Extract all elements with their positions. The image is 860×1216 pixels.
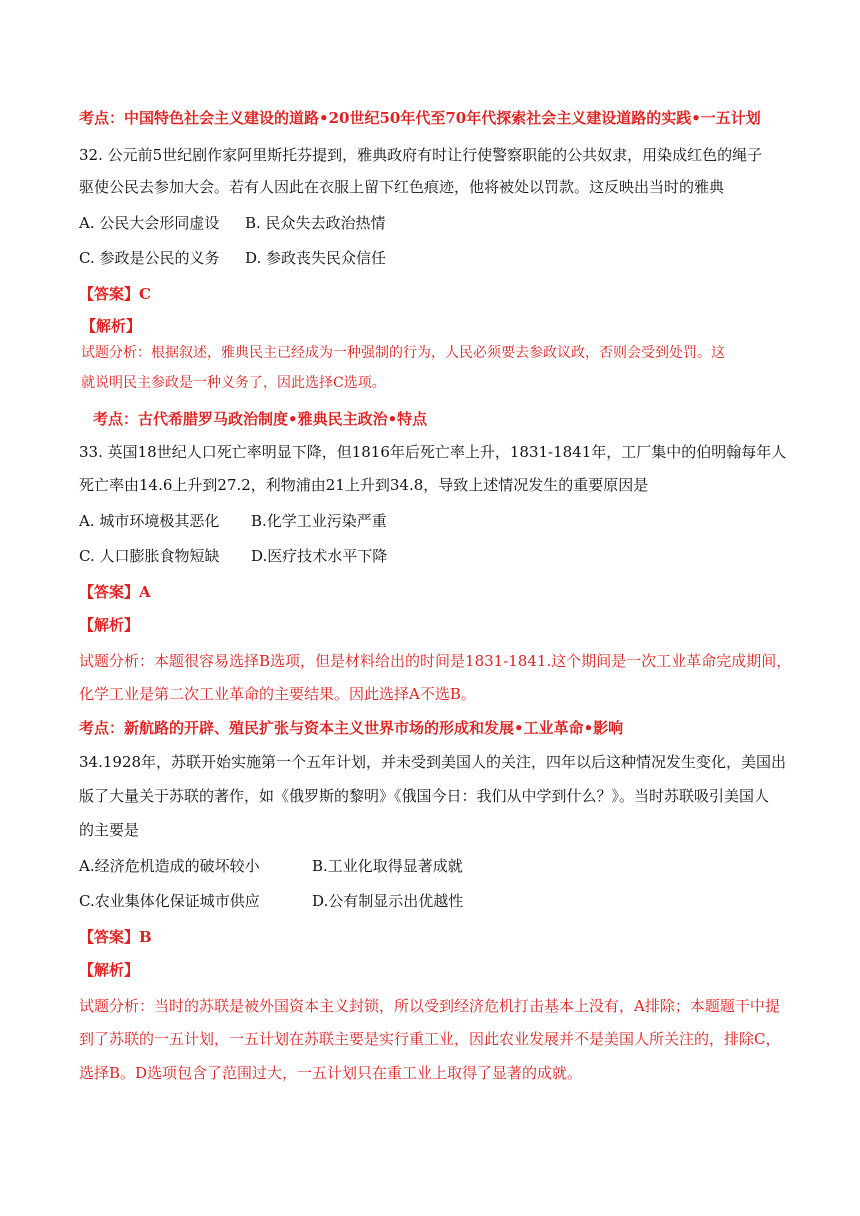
q32-option-b: B. 民众失去政治热情	[245, 214, 386, 232]
q32-option-a: A. 公民大会形同虚设	[79, 214, 220, 232]
q32-option-d: D. 参政丧失民众信任	[245, 249, 387, 267]
q34-analysis-line-1: 试题分析：当时的苏联是被外国资本主义封锁，所以受到经济危机打击基本上没有，A排除；本题题干中提	[79, 997, 780, 1015]
q34-jiexi-heading: 【解析】	[79, 961, 140, 979]
q34-option-a: A.经济危机造成的破坏较小	[79, 857, 260, 875]
q32-option-c: C. 参政是公民的义务	[79, 249, 220, 267]
q32-stem-line-1: 32. 公元前5世纪剧作家阿里斯托芬提到，雅典政府有时让行使警察职能的公共奴隶，用染成红色的绳子	[79, 146, 763, 164]
q33-option-c: C. 人口膨胀食物短缺	[79, 547, 220, 565]
q34-option-b: B.工业化取得显著成就	[312, 857, 463, 875]
q34-option-d: D.公有制显示出优越性	[312, 892, 464, 910]
q32-kaodian: 考点：古代希腊罗马政治制度•雅典民主政治•特点	[93, 410, 428, 428]
q33-jiexi-heading: 【解析】	[79, 616, 140, 634]
q32-stem-line-2: 驱使公民去参加大会。若有人因此在衣服上留下红色痕迹，他将被处以罚款。这反映出当时的雅典	[79, 178, 725, 196]
q34-analysis-line-3: 选择B。D选项包含了范围过大，一五计划只在重工业上取得了显著的成就。	[79, 1064, 583, 1082]
q33-option-b: B.化学工业污染严重	[251, 512, 387, 530]
kaodian-q31: 考点：中国特色社会主义建设的道路•20世纪50年代至70年代探索社会主义建设道路的实践•一五计划	[79, 109, 761, 127]
q32-jiexi-heading: 【解析】	[81, 317, 142, 335]
q33-stem-line-1: 33. 英国18世纪人口死亡率明显下降，但1816年后死亡率上升，1831-1841年，工厂集中的伯明翰每年人	[79, 443, 787, 461]
q34-stem-line-1: 34.1928年，苏联开始实施第一个五年计划，并未受到美国人的关注，四年以后这种情况发生变化，美国出	[79, 753, 787, 771]
q33-stem-line-2: 死亡率由14.6上升到27.2，利物浦由21上升到34.8，导致上述情况发生的重要原因是	[79, 476, 649, 494]
q34-stem-line-3: 的主要是	[79, 821, 140, 839]
q34-analysis-line-2: 到了苏联的一五计划，一五计划在苏联主要是实行重工业，因此农业发展并不是美国人所关注的，排除C，	[79, 1030, 781, 1048]
q33-analysis-line-1: 试题分析：本题很容易选择B选项，但是材料给出的时间是1831-1841.这个期间是一次工业革命完成期间，	[79, 652, 792, 670]
q33-kaodian: 考点：新航路的开辟、殖民扩张与资本主义世界市场的形成和发展•工业革命•影响	[79, 719, 624, 737]
q34-option-c: C.农业集体化保证城市供应	[79, 892, 260, 910]
q33-analysis-line-2: 化学工业是第二次工业革命的主要结果。因此选择A不选B。	[79, 685, 476, 703]
q33-option-a: A. 城市环境极其恶化	[79, 512, 220, 530]
q33-answer: 【答案】A	[79, 583, 151, 601]
q32-analysis-line-2: 就说明民主参政是一种义务了，因此选择C选项。	[81, 375, 386, 391]
q32-analysis-line-1: 试题分析：根据叙述，雅典民主已经成为一种强制的行为，人民必须要去参政议政，否则会受到处罚。这	[81, 345, 725, 361]
q33-option-d: D.医疗技术水平下降	[251, 547, 388, 565]
q34-answer: 【答案】B	[79, 928, 152, 946]
q32-answer: 【答案】C	[79, 285, 151, 303]
q34-stem-line-2: 版了大量关于苏联的著作，如《俄罗斯的黎明》《俄国今日：我们从中学到什么？》。当时苏联吸引美国人	[79, 787, 770, 805]
